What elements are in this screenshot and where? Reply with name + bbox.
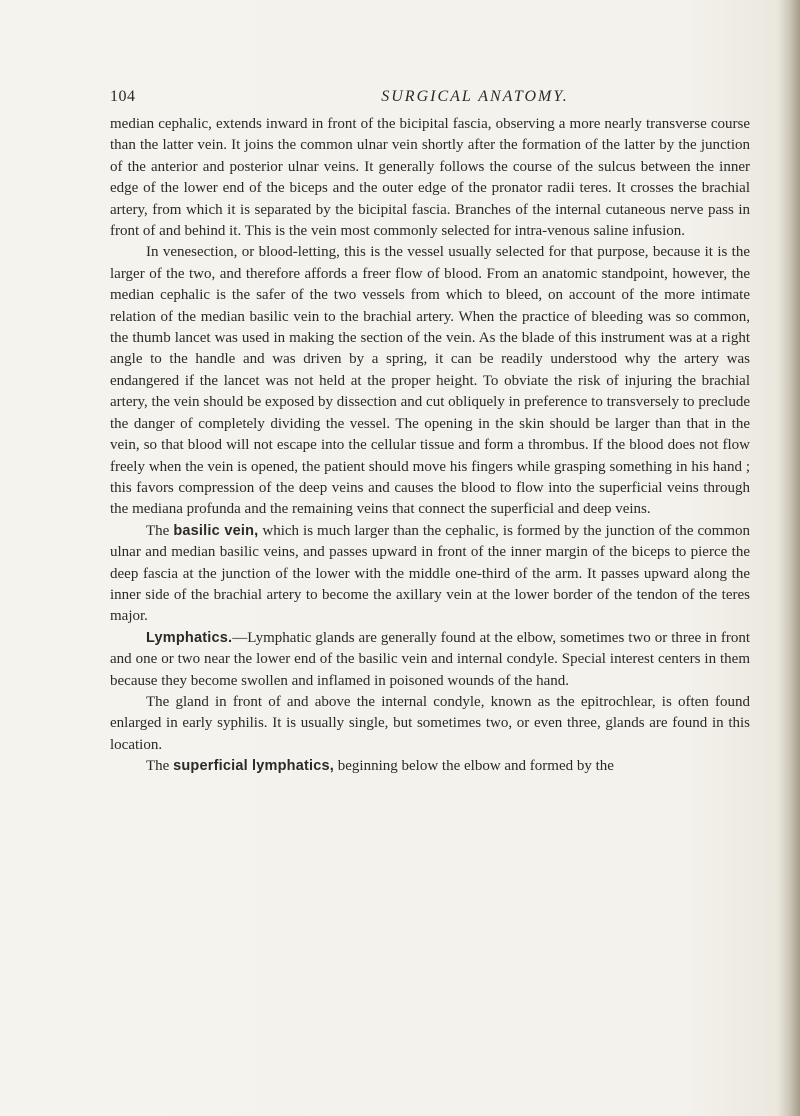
paragraph-4-text: —Lymphatic glands are generally found at the elbow, sometimes two or three in front and one or two near the lower end of the basilic vein and internal condyle. Special interest centers in them because they become swollen and inflamed in poisoned wounds of the hand. xyxy=(110,629,750,689)
paragraph-5 xyxy=(110,692,750,756)
term-superficial-lymphatics: superficial lymphatics, xyxy=(173,758,335,775)
paragraph-3-lead: The xyxy=(146,522,174,539)
paragraph-6-text: beginning below the elbow and formed by the xyxy=(334,758,614,775)
page-number: 104 xyxy=(110,88,136,105)
running-head: SURGICAL ANATOMY. xyxy=(381,88,569,105)
paragraph-3-text: which is much larger than the cephalic, is formed by the junction of the common ulnar and median basilic veins, and passes upward in front of the inner margin of the biceps to pierce the deep fascia at the junction of the lower with the middle one-third of the arm. It passes upward along the inner side of the brachial artery to become the axillary vein at the lower border of the tendon of the teres major. xyxy=(110,522,750,625)
paragraph-3 xyxy=(110,521,750,628)
paragraph-6-lead: The xyxy=(146,758,174,775)
paragraph-2-text: In venesection, or blood-letting, this is the vessel usually selected for that purpose, because it is the larger of the two, and therefore affords a freer flow of blood. From an anatomic standpoint, however, the median cephalic is the safer of the two vessels from which to bleed, on account of the more intimate relation of the median basilic vein to the brachial artery. When the practice of bleeding was so common, the thumb lancet was used in making the section of the vein. As the blade of this instrument was at a right angle to the handle and was driven by a spring, it can be readily understood why the artery was endangered if the lancet was not held at the proper height. To obviate the risk of injuring the brachial artery, the vein should be exposed by dissection and cut obliquely in preference to transversely to preclude the danger of completely dividing the vessel. The opening in the skin should be larger than that in the vein, so that blood will not escape into the cellular tissue and form a thrombus. If the blood does not flow freely when the vein is opened, the patient should move his fingers while grasping something in his hand ; this favors compression of the deep veins and causes the blood to flow into the superficial veins through the mediana profunda and the remaining veins that connect the superficial and deep veins. xyxy=(110,244,750,518)
paragraph-6 xyxy=(110,756,750,777)
paragraph-2 xyxy=(110,242,750,520)
body-text xyxy=(110,114,750,778)
paragraph-5-text: The gland in front of and above the internal condyle, known as the epitrochlear, is often found enlarged in early syphilis. It is usually single, but sometimes two, or even three, glands are found in this location. xyxy=(110,693,750,753)
paragraph-1-text: median cephalic, extends inward in front of the bicipital fascia, observing a more nearly transverse course than the latter vein. It joins the common ulnar vein shortly after the formation of the latter by the junction of the anterior and posterior ulnar veins. It generally follows the course of the sulcus between the inner edge of the lower end of the biceps and the outer edge of the pronator radii teres. It crosses the brachial artery, from which it is separated by the bicipital fascia. Branches of the internal cutaneous nerve pass in front of and behind it. This is the vein most commonly selected for intra-venous saline infusion. xyxy=(110,116,750,240)
term-lymphatics: Lymphatics. xyxy=(146,629,233,646)
term-basilic-vein: basilic vein, xyxy=(173,522,259,539)
page-header xyxy=(110,88,740,112)
page-edge-shadow xyxy=(778,0,800,1116)
paragraph-4 xyxy=(110,628,750,692)
paragraph-1 xyxy=(110,114,750,242)
